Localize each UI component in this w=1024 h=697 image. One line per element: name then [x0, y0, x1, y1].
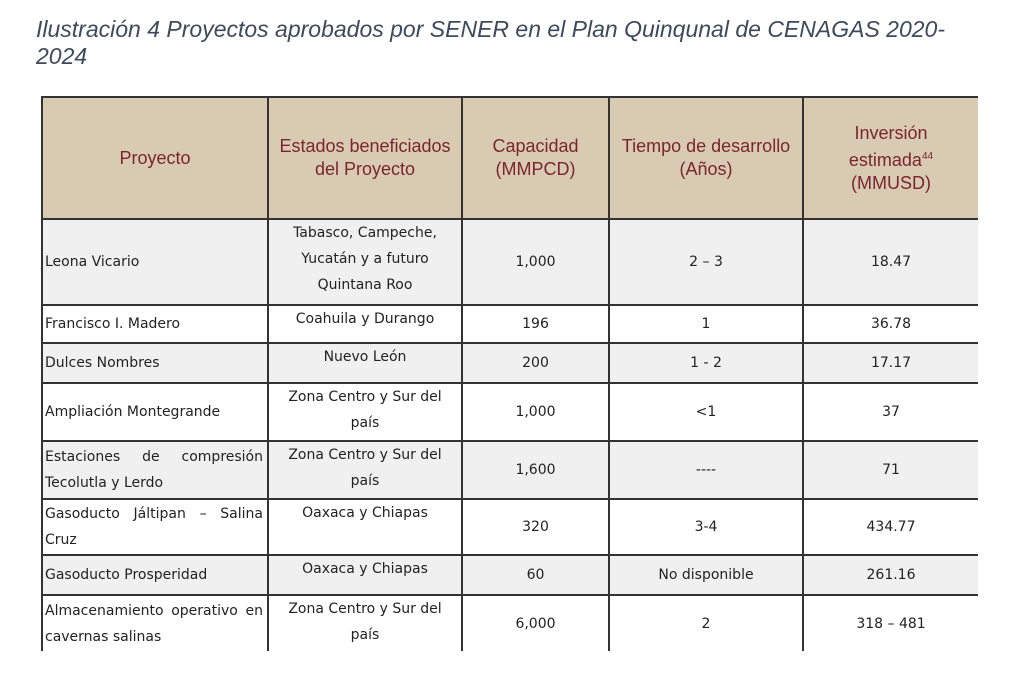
header-capacidad: Capacidad (MMPCD) — [462, 97, 609, 219]
header-inversion-unit: (MMUSD) — [851, 172, 931, 193]
cell-capacidad: 196 — [462, 305, 609, 343]
cell-inversion: 37 — [803, 383, 978, 441]
table-row — [42, 499, 978, 555]
cell-capacidad: 60 — [462, 555, 609, 595]
cell-capacidad: 1,000 — [462, 219, 609, 305]
cell-tiempo: 2 — [609, 595, 803, 651]
cell-capacidad: 200 — [462, 343, 609, 383]
header-proyecto: Proyecto — [42, 97, 268, 219]
cell-inversion: 18.47 — [803, 219, 978, 305]
header-inversion — [803, 97, 978, 219]
cell-inversion: 71 — [803, 441, 978, 499]
cell-tiempo: 1 — [609, 305, 803, 343]
projects-table — [41, 96, 978, 651]
cell-tiempo: 2 – 3 — [609, 219, 803, 305]
cell-estados: Tabasco, Campeche, Yucatán y a futuro Quintana Roo — [268, 219, 462, 305]
cell-estados: Zona Centro y Sur del país — [268, 383, 462, 441]
cell-capacidad: 1,000 — [462, 383, 609, 441]
cell-proyecto: Dulces Nombres — [42, 343, 268, 383]
cell-tiempo: 1 - 2 — [609, 343, 803, 383]
table-row — [42, 305, 978, 343]
cell-proyecto: Gasoducto Prosperidad — [42, 555, 268, 595]
cell-estados: Oaxaca y Chiapas — [268, 499, 462, 555]
cell-tiempo: <1 — [609, 383, 803, 441]
cell-tiempo: No disponible — [609, 555, 803, 595]
header-estados: Estados beneficiados del Proyecto — [268, 97, 462, 219]
cell-estados: Zona Centro y Sur del país — [268, 441, 462, 499]
table-row — [42, 219, 978, 305]
cell-capacidad: 6,000 — [462, 595, 609, 651]
table-row — [42, 555, 978, 595]
cell-proyecto: Leona Vicario — [42, 219, 268, 305]
cell-inversion: 17.17 — [803, 343, 978, 383]
cell-proyecto: Francisco I. Madero — [42, 305, 268, 343]
table-row — [42, 595, 978, 651]
cell-proyecto: Gasoducto Jáltipan – Salina Cruz — [42, 499, 268, 555]
footnote-marker: 44 — [921, 150, 934, 162]
cell-tiempo: ---- — [609, 441, 803, 499]
header-tiempo: Tiempo de desarrollo (Años) — [609, 97, 803, 219]
cell-capacidad: 320 — [462, 499, 609, 555]
table-row — [42, 343, 978, 383]
cell-inversion: 318 – 481 — [803, 595, 978, 651]
cell-proyecto: Almacenamiento operativo en cavernas salinas — [42, 595, 268, 651]
table-row — [42, 441, 978, 499]
cell-estados: Coahuila y Durango — [268, 305, 462, 343]
cell-estados: Nuevo León — [268, 343, 462, 383]
cell-tiempo: 3-4 — [609, 499, 803, 555]
cell-proyecto: Ampliación Montegrande — [42, 383, 268, 441]
cell-estados: Zona Centro y Sur del país — [268, 595, 462, 651]
cell-inversion: 261.16 — [803, 555, 978, 595]
header-inversion-label: Inversión estimada — [848, 122, 928, 170]
table-header-row — [42, 97, 978, 219]
cell-capacidad: 1,600 — [462, 441, 609, 499]
cell-inversion: 36.78 — [803, 305, 978, 343]
document-title: Ilustración 4 Proyectos aprobados por SENER en el Plan Quinqunal de CENAGAS 2020-2024 — [36, 16, 946, 69]
cell-proyecto: Estaciones de compresión Tecolutla y Lerdo — [42, 441, 268, 499]
table-row — [42, 383, 978, 441]
cell-estados: Oaxaca y Chiapas — [268, 555, 462, 595]
cell-inversion: 434.77 — [803, 499, 978, 555]
